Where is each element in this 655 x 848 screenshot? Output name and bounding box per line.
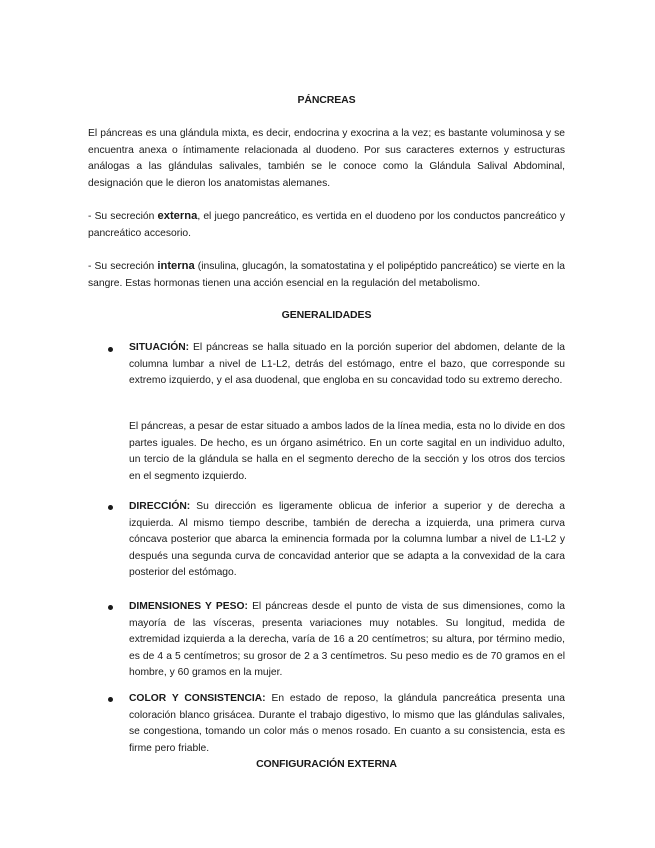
external-rest: , el juego pancreático, es vertida en el duodeno por los conductos pancreático y pancreático accesorio. [88,211,565,239]
item-text: Su dirección es ligeramente oblicua de inferior a superior y de derecha a izquierda. Al mismo tiempo describe, también de derecha a izquierda, una primera curva cóncava posterior que abarca la eminencia formada por la columna lumbar a nivel de L1-L2 y después una segunda curva de concavidad anterior que se adapta a la convexidad de la cara posterior del estómago. [129,501,565,578]
item-text: En estado de reposo, la glándula pancreática presenta una coloración blanco grisácea. Durante el trabajo digestivo, lo mismo que las glándulas salivales, se congestiona, tomando un color más o menos rosado. En cuanto a su consistencia, esta es firme pero friable. [129,693,565,754]
internal-secretion-paragraph [88,258,565,292]
external-prefix: - Su secreción [88,211,158,222]
external-keyword: externa [157,210,198,222]
bullet-icon [108,505,113,510]
bullet-icon [108,697,113,702]
list-item-direccion [129,499,565,582]
intro-paragraph: El páncreas es una glándula mixta, es decir, endocrina y exocrina a la vez; es bastante voluminosa y se encuentra anexa o íntimamente relacionada al duodeno. Por sus caracteres externos y estructuras análogas a las glándulas salivales, también se le conoce como la Glándula Salival Abdominal, designación que le dieron los anatomistas alemanes. [88,128,565,189]
internal-prefix: - Su secreción [88,261,158,272]
situacion-extra-paragraph: El páncreas, a pesar de estar situado a ambos lados de la línea media, esta no lo divide en dos partes iguales. De hecho, es un órgano asimétrico. En un corte sagital en un individuo adulto, un tercio de la glándula se halla en el segmento derecho de la sección y los otros dos tercios en el segmento izquierdo. [129,421,565,482]
item-label: DIRECCIÓN: [129,501,191,512]
document-title: PÁNCREAS [297,94,356,106]
section-heading-generalidades: GENERALIDADES [281,309,372,321]
bullet-icon [108,347,113,352]
internal-rest: (insulina, glucagón, la somatostatina y el polipéptido pancreático) se vierte en la sangre. Estas hormonas tienen una acción esencial en la regulación del metabolismo. [88,261,565,289]
section-heading-configuracion: CONFIGURACIÓN EXTERNA [256,758,397,770]
external-secretion-paragraph [88,208,565,242]
internal-keyword: interna [157,260,195,272]
item-label: DIMENSIONES Y PESO: [129,601,248,612]
item-text: El páncreas desde el punto de vista de sus dimensiones, como la mayoría de las vísceras, presenta variaciones muy notables. Su longitud, medida de extremidad izquierda a la derecha, varía de 16 a 20 centímetros; su altura, por término medio, es de 4 a 5 centímetros; su grosor de 2 a 3 centímetros. Su peso medio es de 70 gramos en el hombre, y 60 gramos en la mujer. [129,601,565,678]
item-text: El páncreas se halla situado en la porción superior del abdomen, delante de la columna lumbar a nivel de L1-L2, detrás del estómago, entre el bazo, que corresponde su extremo izquierdo, y el asa duodenal, que engloba en su concavidad todo su extremo derecho. [129,342,565,386]
list-item-situacion [129,340,565,390]
item-label: COLOR Y CONSISTENCIA: [129,693,266,704]
bullet-icon [108,605,113,610]
list-item-dimensiones [129,599,565,682]
list-item-color [129,691,565,757]
item-label: SITUACIÓN: [129,342,190,353]
